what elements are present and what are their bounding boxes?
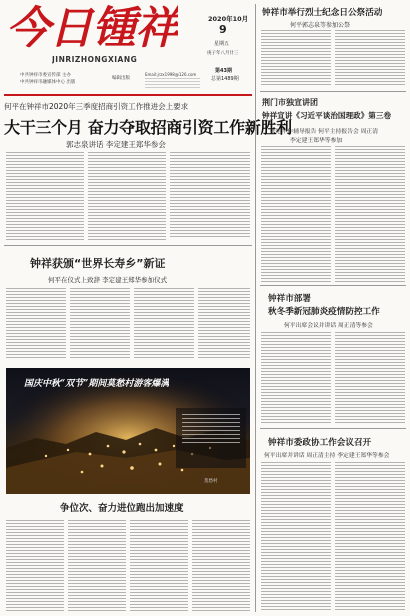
dateline [201,12,253,90]
right2-headline-1: 荆门市独宣讲团 [262,97,318,107]
third-body-col3 [130,520,188,612]
right2-headline-2: 钟祥宣讲《习近平谈治国理政》第三卷 [262,111,392,120]
second-body-col3 [134,288,194,360]
right-divider-3 [260,428,406,429]
photo-caption-title: 国庆中秋“双节”期间莫愁村游客爆满 [24,379,170,389]
dateline-day: 9 [219,23,227,36]
right-divider-2 [260,285,406,286]
issue-total: 总第1489期 [211,76,239,82]
dateline-weekday: 星期五 [214,41,230,47]
third-body-col1 [6,520,64,612]
masthead-email: Email:jrzx1998@126.com [145,72,197,77]
masthead-rule [4,94,252,96]
third-body-col4 [192,520,250,612]
logo: 今日锺祥 [6,4,178,54]
lead-kicker: 何平在钟祥市2020年三季度招商引资工作推进会上要求 [4,102,189,111]
right3-body-col1 [261,332,331,424]
second-body-col4 [198,288,250,360]
right2-byline-2: 李定建王郑华等参加 [290,138,343,144]
lead-headline: 大干三个月 奋力夺取招商引资工作新胜利 [4,118,292,137]
right3-byline: 何平出席会议并讲话 周正清等参会 [284,323,373,329]
second-byline: 何平在仪式上致辞 李定建王郑华参加仪式 [48,276,168,284]
right1-body-col2 [335,30,405,86]
dateline-year-month: 2020年10月 [208,15,249,23]
column-divider [255,4,256,612]
right2-body-col2 [335,146,405,282]
right3-headline-1: 钟祥市部署 [268,294,311,304]
lead-body-col2 [88,152,166,242]
right2-byline-1: 张旭平作辅导报告 何平主持报告会 周正清 [270,129,379,135]
right2-body-col1 [261,146,331,282]
second-body-col2 [70,288,130,360]
masthead-contact-lines [145,78,200,89]
third-headline: 争位次、奋力进位跑出加速度 [60,503,184,514]
right-divider-1 [260,91,406,92]
lead-body-col3 [170,152,250,238]
photo-credit: 莫愁村 [204,479,218,484]
right3-headline-2: 秋冬季新冠肺炎疫情防控工作 [268,307,380,317]
masthead-edit: 编辑出版 [112,76,130,81]
right4-headline: 钟祥市委政协工作会议召开 [268,438,372,448]
third-body-col2 [68,520,126,612]
section-divider [4,245,252,246]
issue-number: 第43期 [215,68,232,74]
logo-pinyin: JINRIZHONGXIANG [52,55,138,64]
second-headline: 钟祥获颁“世界长寿乡”新证 [30,257,166,270]
right4-body-col1 [261,462,331,612]
lead-byline: 郭志泉讲话 李定建王郑华参会 [66,140,166,149]
feature-photo [6,368,250,494]
right3-body-col2 [335,332,405,424]
right1-body-col1 [261,30,331,86]
dateline-lunar: 庚子年八月廿三 [207,51,239,56]
right1-headline: 钟祥市举行烈士纪念日公祭活动 [262,8,383,18]
right4-body-col2 [335,462,405,612]
masthead-sponsor: 中共钟祥市委宣传部 主办 [20,73,71,78]
right1-byline: 何平郭志泉等参加公祭 [290,22,351,29]
lead-body-col1 [6,152,84,242]
masthead-publisher: 中共钟祥市融媒体中心 出版 [20,80,76,85]
right4-byline: 何平出席并讲话 周正清主持 李定建王郑华等参会 [264,453,390,459]
second-body-col1 [6,288,66,360]
